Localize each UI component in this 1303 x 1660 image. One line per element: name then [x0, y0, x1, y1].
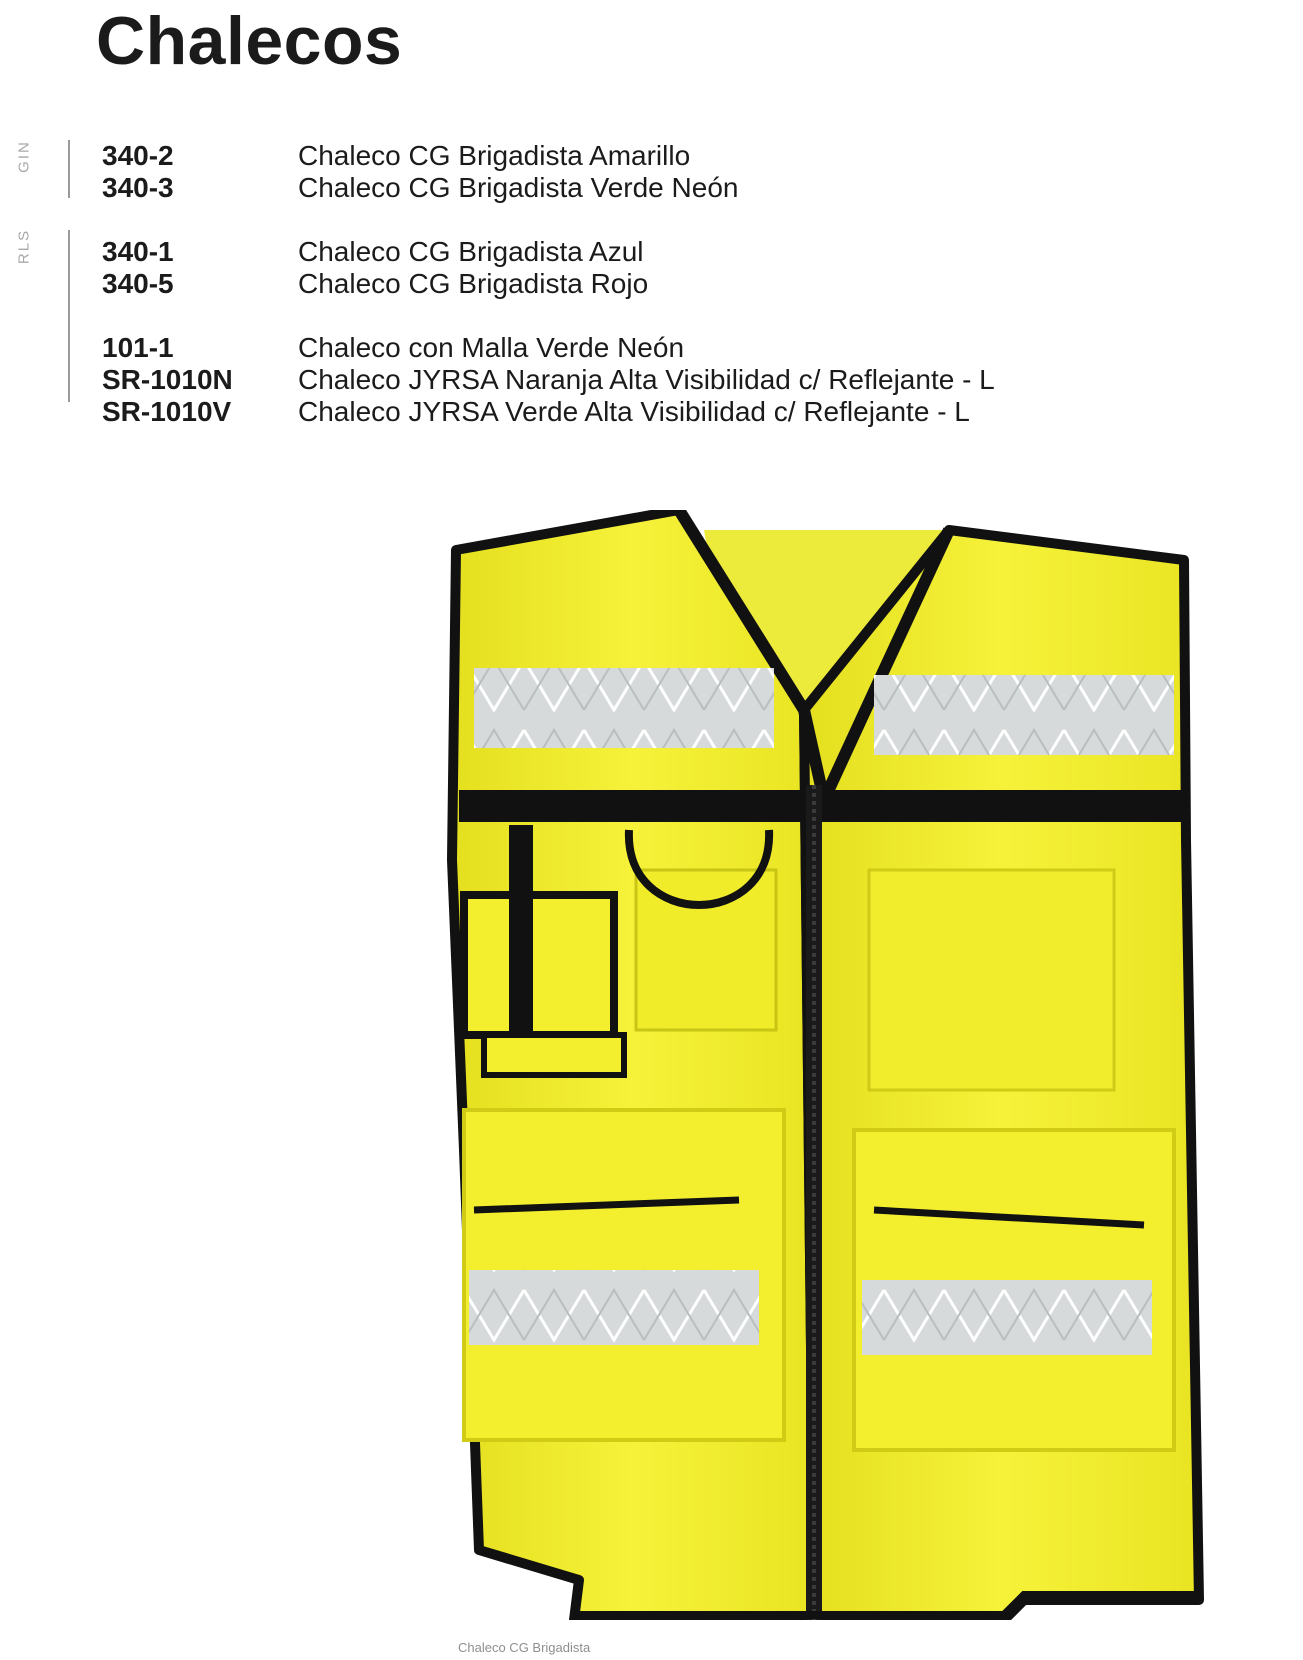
page-title: Chalecos: [96, 3, 403, 79]
product-row: [102, 396, 995, 428]
side-rule-bottom: [68, 230, 70, 402]
product-code: 101-1: [102, 332, 174, 363]
radio-pocket: [464, 895, 614, 1035]
reflective-stripe-upper-right: [874, 675, 1174, 755]
product-row: [102, 172, 995, 204]
product-code: 340-3: [102, 172, 174, 203]
chest-patch-pocket: [869, 870, 1114, 1090]
product-description: Chaleco JYRSA Verde Alta Visibilidad c/ Reflejante - L: [298, 396, 970, 427]
product-description: Chaleco CG Brigadista Amarillo: [298, 140, 691, 171]
product-description: Chaleco CG Brigadista Rojo: [298, 268, 649, 299]
photo-caption: Chaleco CG Brigadista: [458, 1640, 591, 1655]
product-row: [102, 236, 995, 268]
product-row: [102, 332, 995, 364]
product-code: SR-1010N: [102, 364, 233, 395]
product-list: [102, 140, 995, 460]
vest-photo: [404, 510, 1284, 1620]
product-description: Chaleco JYRSA Naranja Alta Visibilidad c/ Reflejante - L: [298, 364, 995, 395]
side-label-gin: GIN: [15, 140, 33, 173]
reflective-stripe-upper-left: [474, 668, 774, 748]
product-group: [102, 332, 995, 428]
product-row: [102, 268, 995, 300]
product-code: 340-1: [102, 236, 174, 267]
product-row: [102, 364, 995, 396]
product-code: 340-2: [102, 140, 174, 171]
product-code: SR-1010V: [102, 396, 232, 427]
side-rule-top: [68, 140, 70, 198]
product-description: Chaleco CG Brigadista Verde Neón: [298, 172, 739, 203]
product-description: Chaleco con Malla Verde Neón: [298, 332, 685, 363]
product-group: [102, 236, 995, 300]
reflective-stripe-lower-right: [862, 1280, 1152, 1355]
side-label-rls: RLS: [15, 228, 33, 265]
product-code: 340-5: [102, 268, 174, 299]
reflective-stripe-lower-left: [469, 1270, 759, 1345]
product-description: Chaleco CG Brigadista Azul: [298, 236, 644, 267]
product-group: [102, 140, 995, 204]
chest-webbing: [459, 790, 1189, 822]
product-row: [102, 140, 995, 172]
